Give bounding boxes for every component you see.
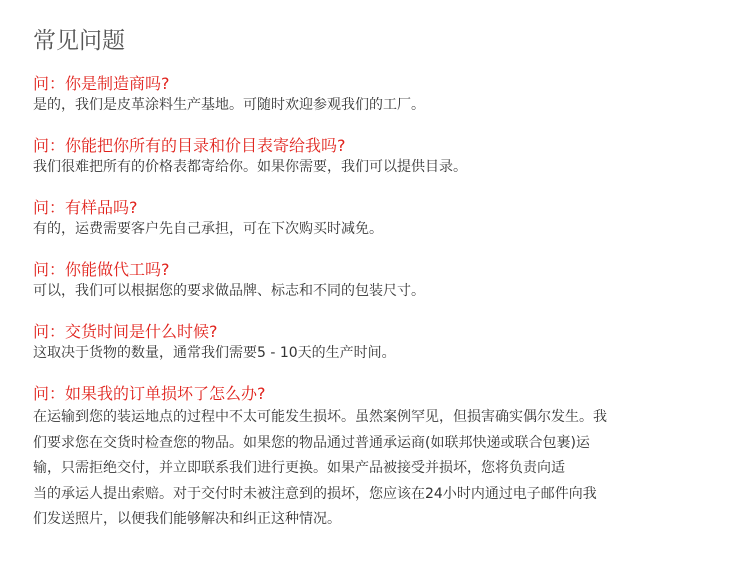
question-prefix: 问：: [33, 198, 66, 217]
faq-answer: 有的，运费需要客户先自己承担，可在下次购买时减免。: [33, 221, 383, 237]
faq-list: [33, 73, 750, 533]
faq-answer-line: 们要求您在交货时检查您的物品。如果您的物品通过普通承运商(如联邦快递或联合包裹)运: [33, 434, 590, 451]
faq-item-manufacturer: [33, 73, 750, 115]
faq-answer-line: 在运输到您的装运地点的过程中不太可能发生损坏。虽然案例罕见，但损害确实偶尔发生。我: [33, 409, 607, 425]
faq-answer: 可以，我们可以根据您的要求做品牌、标志和不同的包装尺寸。: [33, 283, 425, 299]
question-text: 如果我的订单损坏了怎么办?: [65, 384, 266, 403]
faq-question: [33, 135, 750, 157]
question-prefix: 问：: [33, 322, 66, 341]
question-text: 交货时间是什么时候?: [65, 322, 218, 341]
question-prefix: 问：: [33, 136, 66, 155]
question-prefix: 问：: [33, 384, 66, 403]
faq-item-damaged-order: [33, 383, 750, 533]
question-prefix: 问：: [33, 260, 66, 279]
page-title: 常见问题: [33, 28, 125, 54]
faq-item-oem: [33, 259, 750, 301]
faq-question: [33, 321, 750, 343]
faq-item-delivery-time: [33, 321, 750, 363]
question-prefix: 问：: [33, 74, 66, 93]
faq-question: [33, 383, 750, 405]
faq-question: [33, 259, 750, 281]
faq-answer: 我们很难把所有的价格表都寄给你。如果你需要，我们可以提供目录。: [33, 159, 467, 175]
faq-answer-line: 输，只需拒绝交付，并立即联系我们进行更换。如果产品被接受并损坏，您将负责向适: [33, 460, 565, 476]
question-text: 你能做代工吗?: [65, 260, 170, 279]
question-text: 你是制造商吗?: [65, 74, 170, 93]
faq-answer: 这取决于货物的数量，通常我们需要5 - 10天的生产时间。: [33, 345, 396, 361]
faq-question: [33, 73, 750, 95]
faq-question: [33, 197, 750, 219]
faq-answer-line: 们发送照片，以便我们能够解决和纠正这种情况。: [33, 511, 341, 527]
faq-answer: 是的，我们是皮革涂料生产基地。可随时欢迎参观我们的工厂。: [33, 97, 425, 113]
faq-item-samples: [33, 197, 750, 239]
question-text: 有样品吗?: [65, 198, 138, 217]
faq-answer-line: 当的承运人提出索赔。对于交付时未被注意到的损坏，您应该在24小时内通过电子邮件向我: [33, 485, 597, 502]
question-text: 你能把你所有的目录和价目表寄给我吗?: [65, 136, 346, 155]
faq-item-catalog: [33, 135, 750, 177]
